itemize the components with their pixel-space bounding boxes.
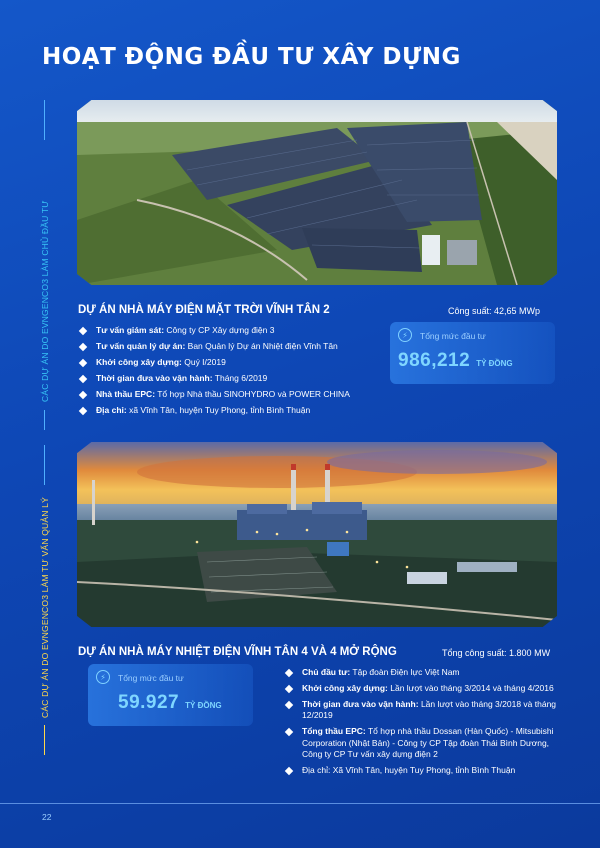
side-rule-top-2 — [44, 410, 45, 430]
project1-title: DỰ ÁN NHÀ MÁY ĐIỆN MẶT TRỜI VĨNH TÂN 2 — [78, 304, 330, 316]
list-item: Khởi công xây dựng: Quý I/2019 — [80, 357, 355, 368]
thermal-plant-illustration — [77, 442, 557, 627]
diamond-bullet-icon — [285, 685, 293, 693]
investment-value: 59.927 — [118, 692, 180, 713]
list-item: Khởi công xây dựng: Lần lượt vào tháng 3/2014 và tháng 4/2016 — [286, 683, 564, 694]
diamond-bullet-icon — [79, 407, 87, 415]
diamond-bullet-icon — [79, 327, 87, 335]
list-item: Địa chỉ: Xã Vĩnh Tân, huyện Tuy Phong, tỉnh Bình Thuận — [286, 765, 564, 776]
list-item: Nhà thầu EPC: Tổ hợp Nhà thầu SINOHYDRO và POWER CHINA — [80, 389, 355, 400]
list-item: Thời gian đưa vào vận hành: Tháng 6/2019 — [80, 373, 355, 384]
project2-title: DỰ ÁN NHÀ MÁY NHIỆT ĐIỆN VĨNH TÂN 4 VÀ 4 MỞ RỘNG — [78, 646, 397, 658]
side-label-top: CÁC DỰ ÁN DO EVNGENCO3 LÀM CHỦ ĐẦU TƯ — [40, 200, 50, 402]
project1-capacity: Công suất: 42,65 MWp — [448, 306, 541, 316]
project1-investment-box — [390, 322, 555, 384]
side-rule-bottom-2 — [44, 725, 45, 755]
list-item: Tổng thầu EPC: Tổ hợp nhà thầu Dossan (Hàn Quốc) - Mitsubishi Corporation (Nhật Bản) - Công ty CP Tập đoàn Thái Bình Dương, Công ty CP Tư vấn xây dựng điện 2 — [286, 726, 564, 760]
diamond-bullet-icon — [79, 343, 87, 351]
thermal-plant-photo — [77, 442, 557, 627]
lightning-bolt-icon: ⚡ — [96, 670, 110, 684]
side-label-bottom: CÁC DỰ ÁN DO EVNGENCO3 LÀM TƯ VẤN QUẢN LÝ — [40, 497, 50, 718]
list-item: Chủ đầu tư: Tập đoàn Điện lực Việt Nam — [286, 667, 564, 678]
investment-unit: TỶ ĐỒNG — [476, 359, 513, 368]
investment-label: Tổng mức đầu tư — [118, 673, 184, 683]
list-item: Tư vấn quản lý dự án: Ban Quản lý Dự án Nhiệt điện Vĩnh Tân — [80, 341, 355, 352]
list-item: Thời gian đưa vào vận hành: Lần lượt vào tháng 3/2018 và tháng 12/2019 — [286, 699, 564, 722]
side-rule-top — [44, 100, 45, 140]
investment-unit: TỶ ĐỒNG — [185, 701, 222, 710]
project1-details — [80, 325, 355, 421]
diamond-bullet-icon — [79, 391, 87, 399]
page-number: 22 — [42, 812, 52, 822]
solar-farm-illustration — [77, 100, 557, 285]
solar-farm-photo — [77, 100, 557, 285]
diamond-bullet-icon — [79, 375, 87, 383]
diamond-bullet-icon — [285, 728, 293, 736]
diamond-bullet-icon — [79, 359, 87, 367]
investment-value: 986,212 — [398, 350, 471, 371]
lightning-bolt-icon: ⚡ — [398, 328, 412, 342]
project2-capacity: Tổng công suất: 1.800 MW — [442, 648, 551, 658]
project2-details — [286, 667, 564, 781]
diamond-bullet-icon — [285, 767, 293, 775]
diamond-bullet-icon — [285, 701, 293, 709]
diamond-bullet-icon — [285, 669, 293, 677]
list-item: Địa chỉ: xã Vĩnh Tân, huyện Tuy Phong, tỉnh Bình Thuận — [80, 405, 355, 416]
footer-divider — [0, 803, 600, 804]
list-item: Tư vấn giám sát: Công ty CP Xây dựng điện 3 — [80, 325, 355, 336]
project2-investment-box — [88, 664, 253, 726]
page-title: HOẠT ĐỘNG ĐẦU TƯ XÂY DỰNG — [42, 44, 461, 70]
investment-label: Tổng mức đầu tư — [420, 331, 486, 341]
side-rule-bottom — [44, 445, 45, 485]
